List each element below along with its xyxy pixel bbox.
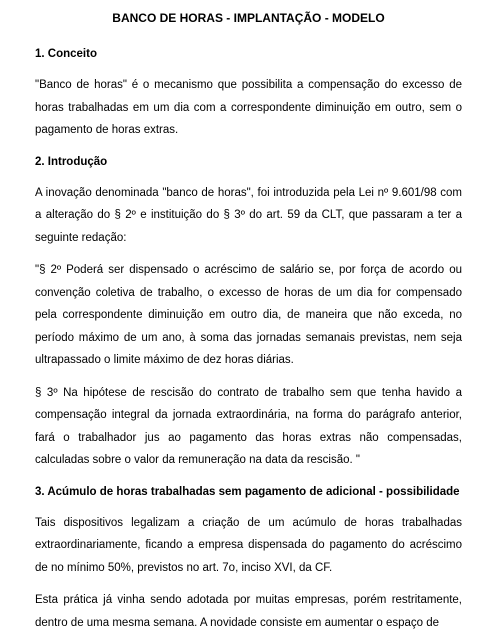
paragraph-introducao: A inovação denominada "banco de horas", foi introduzida pela Lei nº 9.601/98 com a alteração do § 2º e instituição do § 3º do art. 59 da CLT, que passaram a ter a seguinte redação:	[35, 186, 462, 244]
paragraph-paragrafo-3: § 3º Na hipótese de rescisão do contrato de trabalho sem que tenha havido a compensação integral da jornada extraordinária, na forma do parágrafo anterior, fará o trabalhador jus ao pagamento das horas extras não compensadas, calculadas sobre o valor da remuneração na data da rescisão. "	[35, 386, 462, 466]
section-heading-introducao: 2. Introdução	[35, 155, 108, 168]
paragraph-pratica: Esta prática já vinha sendo adotada por muitas empresas, porém restritamente, dentro de uma mesma semana. A novidade consiste em aumentar o espaço de	[35, 594, 462, 629]
paragraph-acumulo: Tais dispositivos legalizam a criação de um acúmulo de horas trabalhadas extraordinariamente, ficando a empresa dispensada do pagamento do acréscimo de no mínimo 50%, previstos no art. 7o, inciso XVI, da CF.	[35, 516, 462, 574]
section-heading-conceito: 1. Conceito	[35, 48, 97, 60]
section-heading-acumulo: 3. Acúmulo de horas trabalhadas sem pagamento de adicional - possibilidade	[35, 485, 460, 498]
paragraph-conceito: "Banco de horas" é o mecanismo que possibilita a compensação do excesso de horas trabalhadas em um dia com a correspondente diminuição em outro, sem o pagamento de horas extras.	[35, 79, 462, 136]
document-title: BANCO DE HORAS - IMPLANTAÇÃO - MODELO	[112, 11, 385, 25]
document-page	[35, 0, 462, 634]
paragraph-paragrafo-2: "§ 2º Poderá ser dispensado o acréscimo de salário se, por força de acordo ou convenção coletiva de trabalho, o excesso de horas de um dia for compensado pela correspondente diminuição em outro dia, de maneira que não exceda, no período máximo de um ano, à soma das jornadas semanais previstas, nem seja ultrapassado o limite máximo de dez horas diárias.	[35, 264, 462, 366]
